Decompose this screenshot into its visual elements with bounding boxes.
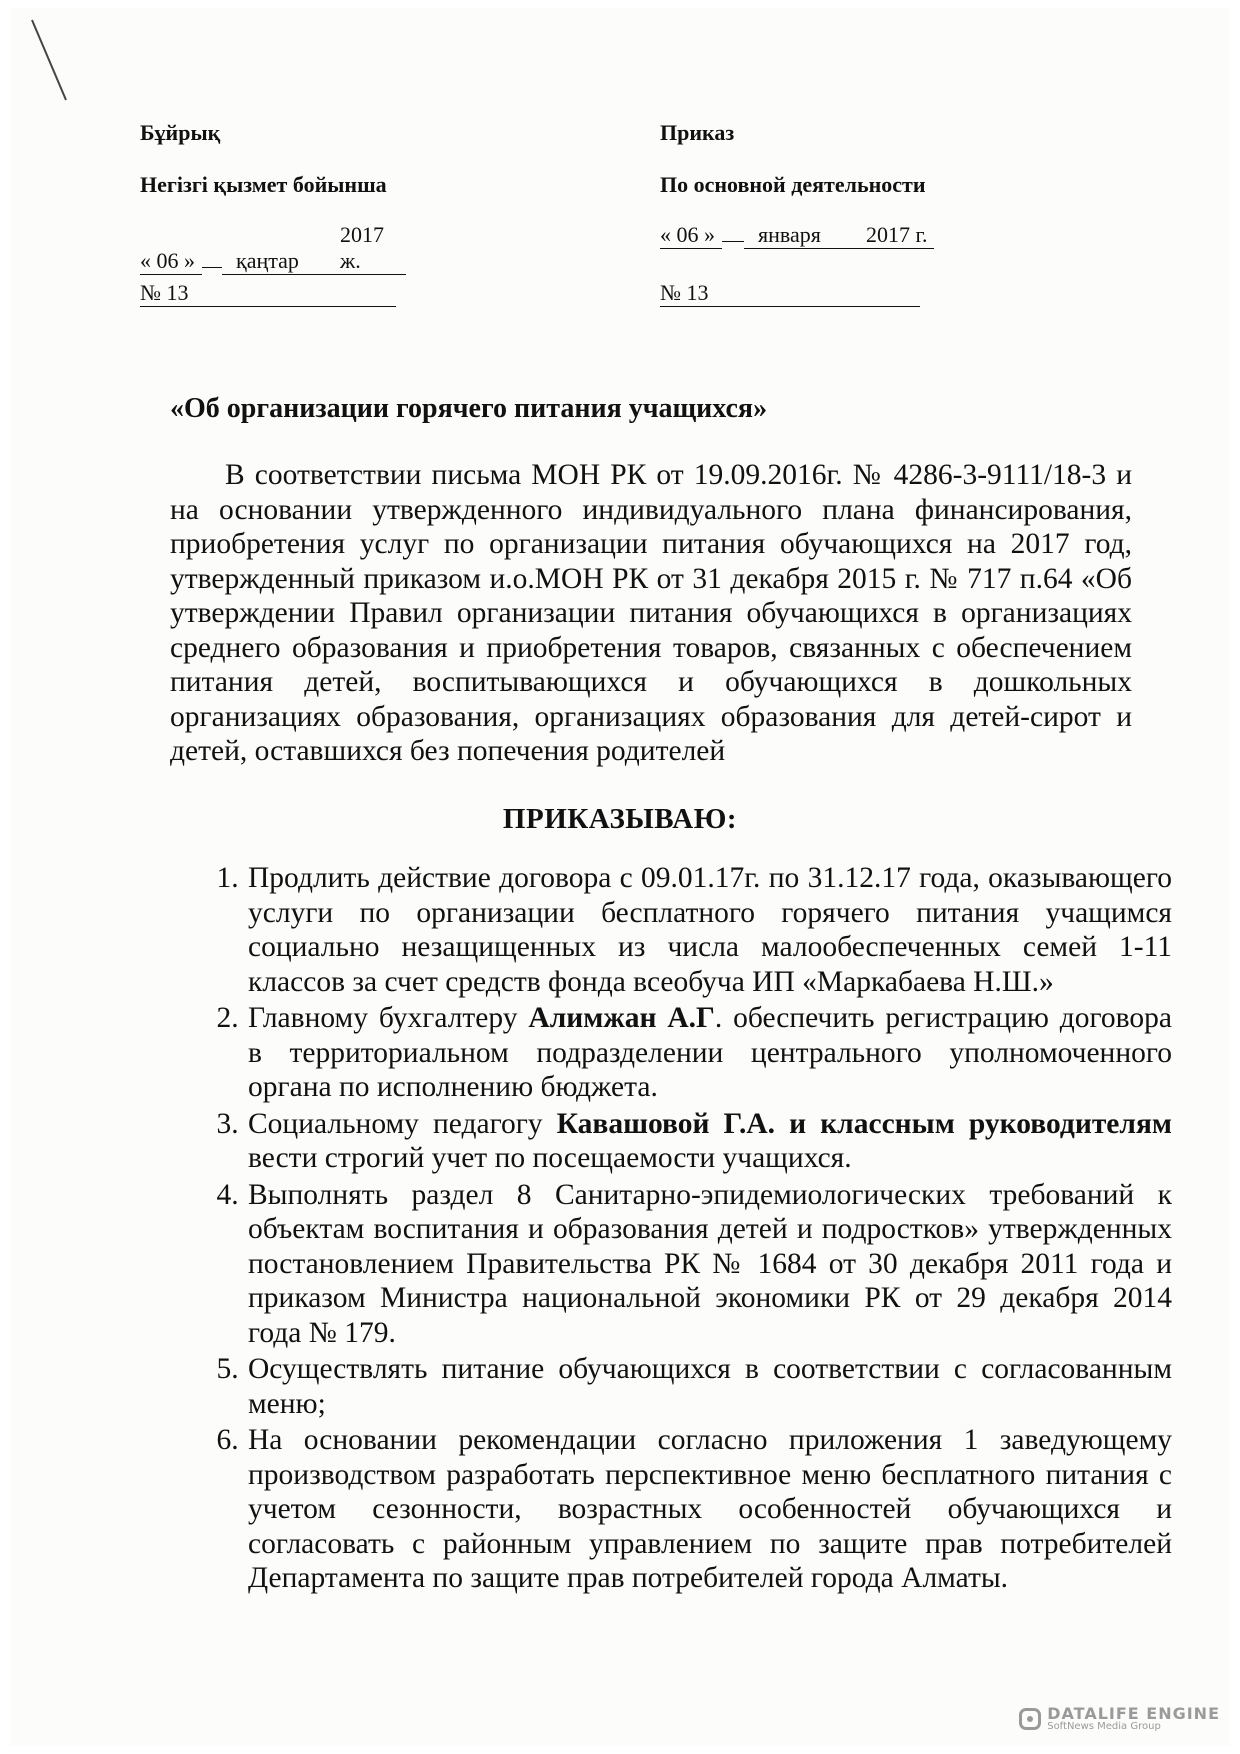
kz-order-title: Бұйрық — [140, 120, 221, 145]
kz-date-year: 2017 ж. — [326, 222, 406, 275]
ru-date-day: « 06 » — [660, 222, 722, 249]
datalife-logo-icon — [1019, 1708, 1041, 1730]
order-item-2: 2. Главному бухгалтеру Алимжан А.Г. обеспечить регистрацию договора в территориальном подразделении центрального уполномоченного органа по исполнению бюджета. — [246, 1001, 1172, 1105]
kz-number: № 13 — [140, 280, 396, 307]
ru-order-title: Приказ — [660, 120, 735, 145]
preamble-paragraph: В соответствии письма МОН РК от 19.09.2016г. № 4286-3-9111/18-3 и на основании утвержденного индивидуального плана финансирования, приобретения услуг по организации питания обучающихся на 2017 год, утвержденный приказом и.о.МОН РК от 31 декабря 2015 г. № 717 п.64 «Об утверждении Правил организации питания обучающихся в организациях среднего образования и приобретения товаров, связанных с обеспечением питания детей, воспитывающихся и обучающихся в дошкольных организациях образования, организациях образования для детей-сирот и детей, оставшихся без попечения родителей — [170, 459, 1132, 767]
order-word: ПРИКАЗЫВАЮ: — [502, 803, 738, 835]
kz-order-subtitle: Негізгі қызмет бойынша — [140, 172, 387, 197]
ru-date — [660, 222, 934, 249]
kz-date-month: қаңтар — [222, 248, 326, 275]
kz-date — [140, 222, 406, 275]
kz-date-day: « 06 » — [140, 248, 202, 275]
person-name-alimzhan: Алимжан А.Г — [528, 1002, 715, 1034]
ru-date-month: января — [744, 222, 848, 249]
order-item-5: 5. Осуществлять питание обучающихся в соответствии с согласованным меню; — [246, 1352, 1172, 1421]
order-items-list — [206, 861, 1172, 1598]
order-item-6: 6. На основании рекомендации согласно приложения 1 заведующему производством разработать перспективное меню бесплатного питания с учетом сезонности, возрастных особенностей обучающихся и согласовать с районным управлением по защите прав потребителей Департамента по защите прав потребителей города Алматы. — [246, 1423, 1172, 1596]
order-item-4: 4. Выполнять раздел 8 Санитарно-эпидемиологических требований к объектам воспитания и образования детей и подростков» утвержденных постановлением Правительства РК № 1684 от 30 декабря 2011 года и приказом Министра национальной экономики РК от 29 декабря 2014 года № 179. — [246, 1178, 1172, 1351]
ru-number: № 13 — [660, 280, 920, 307]
datalife-watermark: DATALIFE ENGINE SoftNews Media Group — [1019, 1706, 1220, 1732]
order-title: «Об организации горячего питания учащихся» — [170, 393, 768, 424]
order-item-3: 3. Социальному педагогу Кавашовой Г.А. и классным руководителям вести строгий учет по посещаемости учащихся. — [246, 1107, 1172, 1176]
pen-scratch-mark — [30, 18, 68, 102]
order-item-1: 1. Продлить действие договора с 09.01.17г. по 31.12.17 года, оказывающего услуги по организации бесплатного горячего питания учащимся социально незащищенных из числа малообеспеченных семей 1-11 классов за счет средств фонда всеобуча ИП «Маркабаева Н.Ш.» — [246, 861, 1172, 999]
ru-order-subtitle: По основной деятельности — [660, 172, 926, 197]
document-page — [10, 8, 1230, 1746]
ru-date-year: 2017 г. — [848, 222, 934, 249]
person-name-kavashova: Кавашовой Г.А. и классным руководителям — [556, 1107, 1173, 1140]
